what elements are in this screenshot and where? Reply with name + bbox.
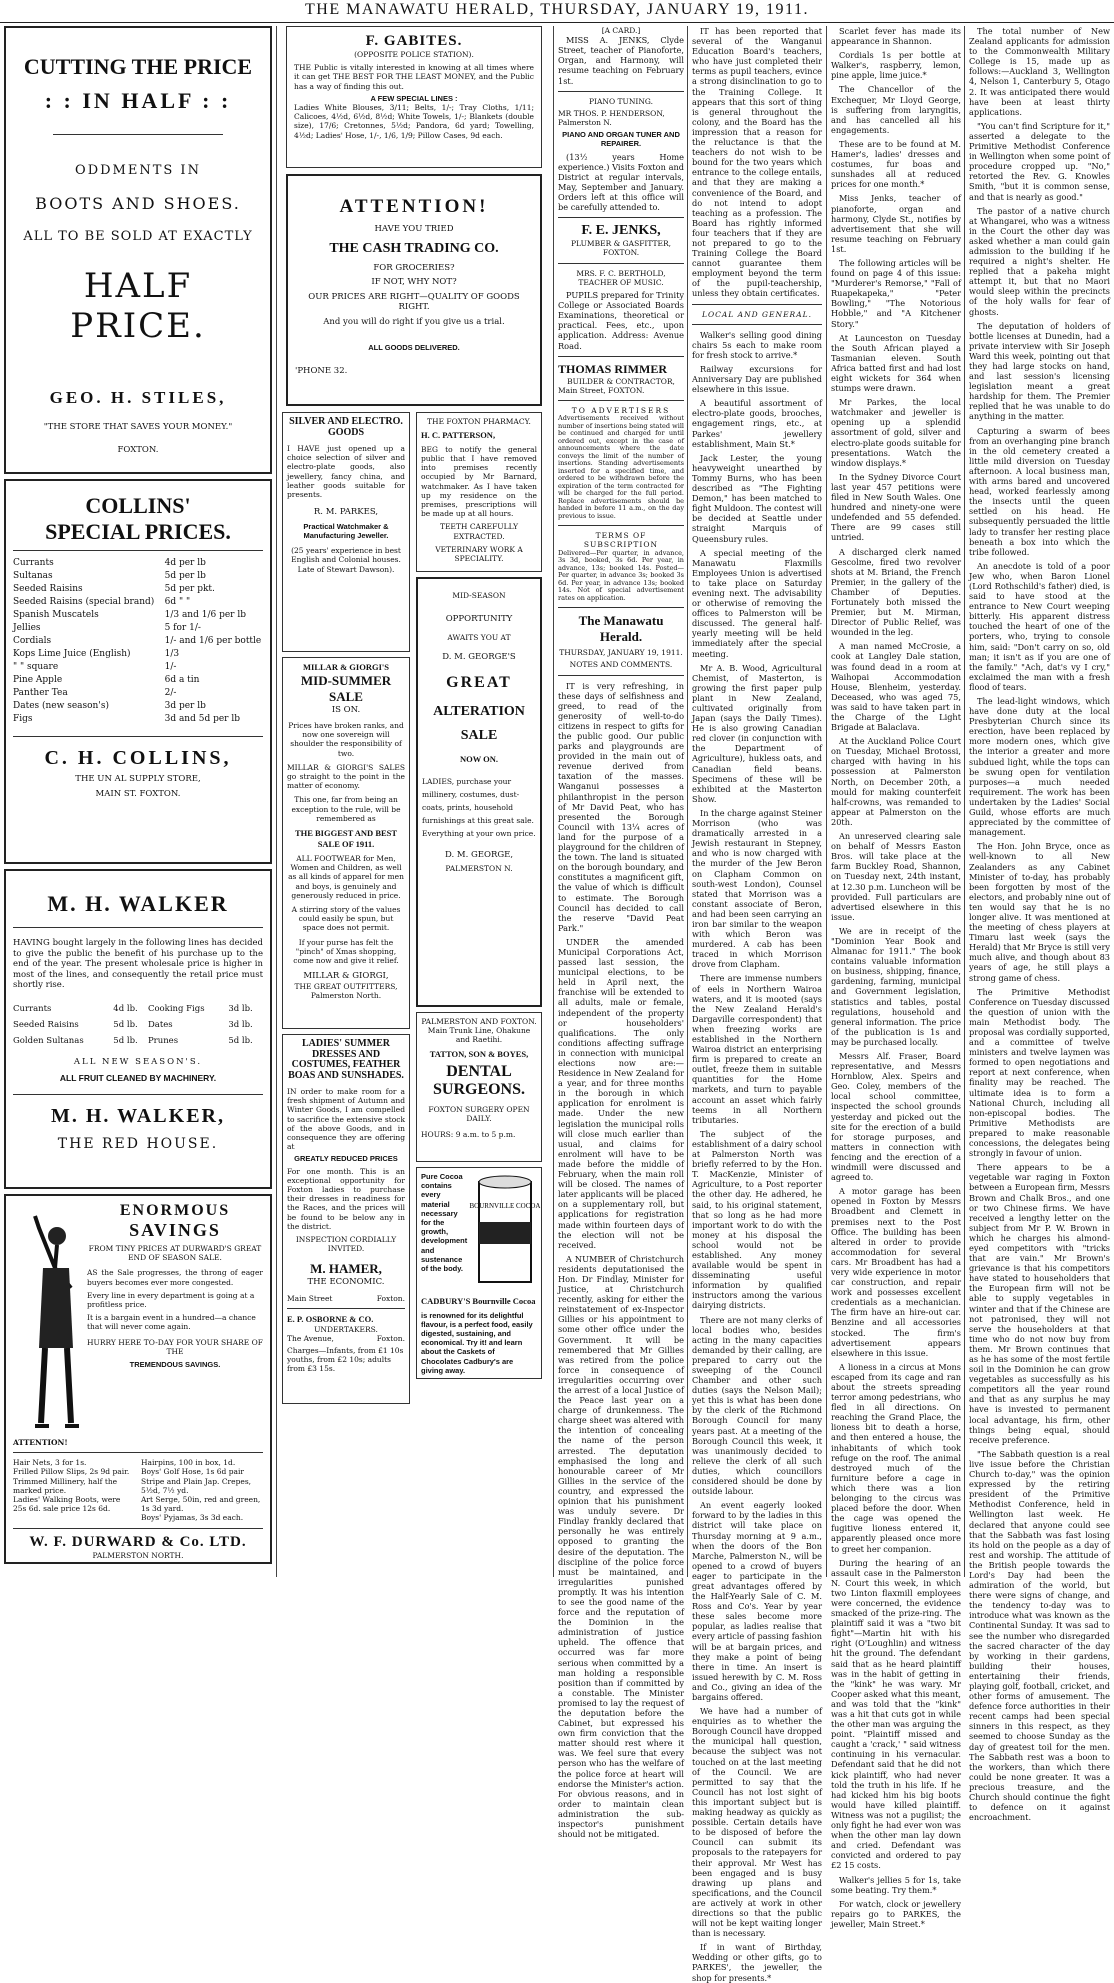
collins-price-table bbox=[13, 557, 263, 726]
walker-intro: HAVING bought largely in the following lines has decided to give the public the benefit of his purchase up to the end of the year. The present wholesale price is higher in most of the lines, and consequently the retail price must shortly rise. bbox=[13, 938, 263, 990]
collins-price: 1/3 bbox=[164, 649, 180, 659]
cash-groc: FOR GROCERIES? bbox=[373, 262, 455, 273]
column-2 bbox=[282, 26, 550, 1577]
walker-price: 5d lb. bbox=[113, 1019, 138, 1030]
millar-p6: If your purse has felt the "pinch" of Xmas shopping, come now and give it relief. bbox=[293, 937, 399, 966]
george-alt: ALTERATION bbox=[433, 704, 525, 720]
collins-item: " " square bbox=[13, 662, 59, 672]
herald-nameplate: The Manawatu Herald. bbox=[578, 613, 664, 645]
durward-sale-item: Hairpins, 100 in box, 1d. bbox=[141, 1458, 236, 1468]
cocoa-tin-label: BOURNVILLE COCOA bbox=[469, 1202, 541, 1210]
notes-p3: A NUMBER of Christchurch residents deputationised the Hon. Dr Findlay, Minister for Justice, at Christchurch recently, asking for either the reinstatement of ex-Inspector Gillies or his appointment to some other office under the Government. It will be remembered that Mr Gillies was retired from the police force in consequence of irregularities occurring over the arrest of a local Justice of the Peace last year on a charge of drunkenness. The charge sheet was altered with the intention of concealing the name of the person arrested. The deputation emphasised the long and honourable career of Mr Gillies in the service of the country, and expressed the opinion that his punishment was unduly severe. Dr Findlay frankly declared that personally he was entirely opposed to granting the desire of the deputation. The discipline of the police force must be maintained, and irregularities punished promptly. It was his intention to see the good name of the force and the reputation of the Dominion in the administration of justice upheld. The offence that occurred was far more serious when committed by a man holding a responsible position than if committed by a constable. The Minister promised to lay the request of the deputation before the Cabinet, but expressed his own firm conviction that the matter should rest where it was. We feel sure that every person who has the welfare of the police force at heart will endorse the Minister's action. For obvious reasons, and in order to maintain clean administration the sub-inspector's punishment should not be mitigated. bbox=[558, 1253, 684, 1840]
millar-p4: ALL FOOTWEAR for Men, Women and Children, as well as all kinds of apparel for men and boys, is genuinely and generously reduced in price. bbox=[288, 854, 404, 900]
col5-p14: We are in receipt of the "Dominion Year Book and Almanac for 1911." The book contains valuable information on business, shipping, finance, gardening, farming, municipal and Government legislation, statistics and tables, postal regulations, household and general information. The price of the publication is 1s and may be purchased locally. bbox=[831, 925, 961, 1047]
col5-p12: At the Auckland Police Court on Tuesday, Michael Brotossi, charged with having in his possession at Palmerston North, on December 20th, a mould for making counterfeit half-crowns, was remanded to appear at Palmerston on the 20th. bbox=[831, 736, 961, 827]
millar-town: Palmerston North. bbox=[310, 990, 382, 1000]
collins-item: Spanish Muscatels bbox=[13, 610, 99, 620]
collins-price: 4d per lb bbox=[164, 558, 206, 568]
millar-giorgi-advert bbox=[282, 657, 410, 1029]
collins-price: 6d " " bbox=[164, 597, 191, 607]
col4-p12: An event eagerly looked forward to by the ladies in this district will take place on Thursday morning at 9 a.m., when the doors of the Bon Marche, Palmerston N., will be opened to a crowd of buyers eager to participate in the great advantages offered by the Half-Yearly Sale of C. M. Ross and Co's. Year by year these sales become more popular, as ladies realise that every article of passing fashion will be at bargain prices, and they make a point of being there in time. An insert is issued herewith by C. M. Ross and Co., giving an idea of the bargains offered. bbox=[692, 1500, 822, 1703]
george-advert bbox=[416, 577, 542, 1007]
collins-item: Seeded Raisins (special brand) bbox=[13, 597, 155, 607]
millar-p2: MILLAR & GIORGI'S SALES go straight to the point in the matter of economy. bbox=[287, 762, 405, 791]
gabites-name: F. GABITES. bbox=[365, 33, 463, 49]
col4-p11: There are not many clerks of local bodies who, besides acting in the many capacities demanded by their calling, are prepared to carry out the sweeping of the Council Chamber and other such duties (says the Nelson Mail); yet this is what has been done by the clerk of the Richmond Borough Council for many years past. At a meeting of the Borough Council this week, it was unanimously decided to relieve the clerk of all such duties, which councillors considered should be done by outside labour. bbox=[692, 1314, 822, 1497]
henderson-trade: PIANO AND ORGAN TUNER AND REPAIRER. bbox=[562, 130, 680, 149]
stiles-line3: ODDMENTS IN bbox=[75, 163, 201, 178]
collins-price-row bbox=[13, 570, 263, 583]
durward-sub: FROM TINY PRICES AT DURWARD'S GREAT END OF SEASON SALE. bbox=[88, 1244, 262, 1263]
pharmacy-title: THE FOXTON PHARMACY. bbox=[427, 417, 531, 426]
walker-prices bbox=[13, 1001, 263, 1049]
col5-p17: A lioness in a circus at Mons escaped from its cage and ran about the streets spreading terror among pedestrians, who fled in all directions. On reaching the Grand Place, the lioness bit to death a horse, and then entered a house, the inhabitants of which took refuge on the roof. The animal destroyed much of the furniture before a cage in which there was a lion belonging to the circus was placed before the door. When the cage was opened the fugitive lioness entered it, apparently pleased once more to greet her companion. bbox=[831, 1361, 961, 1554]
george-sig: D. M. GEORGE, bbox=[444, 849, 514, 860]
durward-sale-item: Stripe and Plain Jap. Crepes, 5½d, 7½ yd. bbox=[141, 1476, 252, 1495]
col5-p16: A motor garage has been opened in Foxton by Messrs Broadbent and Clemett in premises next to the Post Office. The building has been altered in order to provide accommodation for several cars. Mr Broadbent has had a very wide experience in motor car construction, and repair work and possesses excellent credentials as a mechanician. The firm have an hire-out car. Benzine and all accessories stocked. The firm's advertisement appears elsewhere in this issue. bbox=[831, 1186, 961, 1358]
issue-date: THURSDAY, JANUARY 19, 1911. bbox=[559, 648, 683, 658]
jenks-text: MISS A. JENKS, Clyde Street, teacher of Pianoforte, Organ, and Harmony, will resume teaching on February 1st. bbox=[558, 35, 684, 86]
pharmacy-text: BEG to notify the general public that I have removed into premises recently occupied by Mr Barnard, watchmaker. As I have taken up my residence on the premises, prescriptions will be made up at all hours. bbox=[421, 444, 537, 519]
gabites-text: THE Public is vitally interested in knowing at all times where it can get THE BEST FOR THE LEAST MONEY, and the Public has a way of finding this out. bbox=[294, 63, 534, 91]
cocoa-p1: Pure Cocoa contains every material necessary for the growth, development and sustenance of the body. bbox=[421, 1172, 468, 1274]
dental-top: PALMERSTON AND FOXTON. bbox=[421, 1017, 537, 1026]
waving-man-illustration bbox=[17, 1208, 87, 1438]
durward-items-left bbox=[13, 1458, 135, 1522]
collins-price: 5d per lb bbox=[164, 571, 206, 581]
walker-item: Seeded Raisins bbox=[13, 1019, 79, 1030]
collins-street: MAIN ST. FOXTON. bbox=[95, 788, 181, 799]
collins-name: C. H. COLLINS, bbox=[44, 747, 232, 769]
hamer-town: Foxton. bbox=[376, 1293, 405, 1303]
column-3 bbox=[558, 26, 684, 1840]
col5-p8: Mr Parkes, the local watchmaker and jeweller is opening up a splendid assortment of gold, silver and electro-plate goods suitable for presentations. Watch the window displays.* bbox=[831, 397, 961, 468]
dental-addr: Main Trunk Line, Ohakune and Raetihi. bbox=[427, 1026, 531, 1045]
fjenks-name: F. E. JENKS, bbox=[581, 223, 661, 239]
collins-item: Panther Tea bbox=[13, 688, 68, 698]
dental-advert bbox=[416, 1012, 542, 1162]
col4-p10: The subject of the establishment of a dairy school at Palmerston North was briefly referred to by the Hon. T. MacKenzie, Minister of Agriculture, to a Post reporter the other day. He adhered, he said, to his original statement, that so long as he had more important work to do with the money at his disposal the school would not be established. Any money available would be spent in disseminating useful information by qualified instructors among the various dairying districts. bbox=[692, 1128, 822, 1311]
ladies-title: LADIES' SUMMER DRESSES AND COSTUMES, FEATHER BOAS AND SUNSHADES. bbox=[288, 1038, 404, 1081]
parkes-exp: (25 years' experience in best English and Colonial houses. Late of Stewart Dawson). bbox=[291, 546, 401, 574]
durward-sale-item: Ladies' Walking Boots, were 25s 6d. sale price 12s 6d. bbox=[13, 1495, 121, 1514]
rimmer-trade: BUILDER & CONTRACTOR, bbox=[567, 376, 675, 386]
col4-p9: There are immense numbers of eels in Northern Wairoa waters, and it is mooted (says the New Zealand Herald's Dargaville correspondent) that when freezing works are established in the Northern Wairoa district an enterprising firm is prepared to create an outlet, freeze them in suitable quantities for the Home markets, and turn to payable account an asset which fairly teems in all Northern tributaries. bbox=[692, 973, 822, 1125]
collins-price: 6d a tin bbox=[164, 675, 200, 685]
col6-p9: The Primitive Methodist Conference on Tuesday discussed the question of union with the main Methodist body. The proposal was cordially supported, and a committee of twelve ministers and twelve laymen was formed to open negotiations and report at next conference, when finality may be reached. The ultimate idea is to form a National Church, including all non-episcopal bodies. The Primitive Methodists are prepared to make reasonable concessions, the delegates being strongly in favour of union. bbox=[969, 986, 1110, 1159]
cash-tried: HAVE YOU TRIED bbox=[374, 224, 454, 234]
col4-p6: A special meeting of the Manawatu Flaxmills Employees Union is advertised to take place on Saturday evening next. The advisability or otherwise of removing the offices to Palmerston will be discussed. The general half-yearly meeting will be held immediately after the special meeting. bbox=[692, 547, 822, 659]
notes-p1: IT is very refreshing, in these days of selfishness and greed, to read of the generosity of well-to-do citizens in respect to gifts for the public good. Our public parks and playgrounds are provided in the main out of revenue derived from taxation of the masses. Wanganui possesses a philanthropist in the person of Mr David Peat, who has presented the Borough Council with 13¼ acres of land for the purpose of a playground for the children of the town. The land is situated on the borough boundary, and constitutes a magnificent gift, the value of which is difficult to estimate. The Borough Council has decided to call the reserve "David Peat Park." bbox=[558, 680, 684, 933]
durward-sale-item: Boys' Pyjamas, 3s 3d each. bbox=[141, 1513, 244, 1523]
durward-title1: ENORMOUS bbox=[119, 1202, 231, 1219]
walker-item: Currants bbox=[13, 1003, 52, 1014]
col5-p20: For watch, clock or jewellery repairs go to PARKES, the jeweller, Main Street.* bbox=[831, 1898, 961, 1929]
fjenks-trade: PLUMBER & GASFITTER, bbox=[570, 239, 672, 249]
collins-price-row bbox=[13, 687, 263, 700]
walker-price-row bbox=[13, 1017, 263, 1033]
berthold-name: MRS. F. C. BERTHOLD, bbox=[576, 268, 666, 278]
col5-p11: A man named McCrosie, a cook at Langley Dale station, was found dead in a room at Waihopai Accommodation House, Blenheim, yesterday. Deceased, who was aged 75, was said to have taken part in the Charge of the Light Brigade at Balaclava. bbox=[831, 641, 961, 733]
collins-price-row bbox=[13, 661, 263, 674]
cash-name: THE CASH TRADING CO. bbox=[329, 240, 499, 256]
collins-price: 3d per lb bbox=[164, 701, 206, 711]
george-text: LADIES, purchase your millinery, costumes, dust-coats, prints, household furnishings at this great sale. Everything at your own price. bbox=[422, 776, 536, 838]
collins-price: 5 for 1/- bbox=[164, 623, 201, 633]
gabites-special: A FEW SPECIAL LINES : bbox=[370, 93, 458, 103]
dental-title: DENTAL SURGEONS. bbox=[432, 1063, 526, 1099]
walker-item: Golden Sultanas bbox=[13, 1035, 84, 1046]
millar-sale: MID-SUMMER SALE bbox=[300, 672, 392, 704]
millar-p5: A stirring story of the values could easily be spun, but space does not permit. bbox=[291, 905, 401, 933]
collins-item: Jellies bbox=[13, 623, 41, 633]
col4-p13: We have had a number of enquiries as to whether the Borough Council have dropped the municipal hall question, because the subject was not touched on at the last meeting of the Council. We are permitted to say that the Council has not lost sight of this important subject but is making headway as quickly as possible. Certain details have to be disposed of before the Council can submit its proposals to the ratepayers for their approval. Mr West has been engaged and is busy drawing up plans and specifications, and the Council are actively at work in other directions so that the public will not be kept waiting longer than is necessary. bbox=[692, 1706, 822, 1939]
pharmacy-advert bbox=[416, 412, 542, 572]
collins-item: Sultanas bbox=[13, 571, 53, 581]
collins-price: 1/- bbox=[164, 662, 177, 672]
pharmacy-teeth: TEETH CAREFULLY EXTRACTED. bbox=[439, 522, 519, 541]
col5-p4: These are to be found at M. Hamer's, ladies' dresses and costumes, fur boas and sunshades all at reduced prices for one month.* bbox=[831, 138, 961, 190]
walker-item: Prunes bbox=[147, 1035, 179, 1046]
walker-price: 5d lb. bbox=[228, 1035, 253, 1046]
collins-item: Dates (new season's) bbox=[13, 701, 109, 711]
col4-p8: In the charge against Steiner Morrison (who was dramatically arrested in a Jewish restaurant in Stepney, and who is now charged with the murder of the Jew Beron on Clapham Common on south-west London), Counsel stated that Morrison was a constant associate of Beron, and had been seen carrying an iron bar similar to the weapon with which Beron was murdered. A cab has been traced in which Morrison drove from Clapham. bbox=[692, 807, 822, 970]
stiles-line5: ALL TO BE SOLD AT EXACTLY bbox=[23, 229, 253, 244]
collins-price-row bbox=[13, 648, 263, 661]
hamer-advert bbox=[282, 1034, 410, 1404]
local-general-heading: LOCAL AND GENERAL. bbox=[702, 309, 812, 319]
walker-name: M. H. WALKER bbox=[47, 891, 229, 916]
col5-p3: The Chancellor of the Exchequer, Mr Lloyd George, is suffering from laryngitis, and has cancelled all his engagements. bbox=[831, 84, 961, 135]
durward-sale-item: Hair Nets, 3 for 1s. bbox=[13, 1458, 87, 1468]
millar-ison: IS ON. bbox=[331, 704, 361, 715]
stiles-advert bbox=[4, 26, 272, 474]
col5-p1: Scarlet fever has made its appearance in Shannon. bbox=[831, 26, 961, 47]
subscription-text: Delivered—Per quarter, in advance, 3s 3d, booked, 3s 6d. Per year, in advance, 13s; booked 14s. Posted—Per quarter, in advance 3s; booked 3s 6d. Per year, in advance 13s; booked 14s. Not of special advertisement rates on application. bbox=[558, 548, 684, 602]
collins-price: 1/- and 1/6 per bottle bbox=[164, 636, 262, 646]
stiles-line1: CUTTING THE PRICE bbox=[23, 54, 253, 79]
collins-title2: SPECIAL PRICES. bbox=[45, 519, 231, 544]
durward-town: PALMERSTON NORTH. bbox=[92, 1550, 184, 1560]
george-town: PALMERSTON N. bbox=[445, 864, 513, 874]
column-1 bbox=[4, 26, 272, 1577]
col4-p3: Railway excursions for Anniversary Day are published elsewhere in this issue. bbox=[692, 364, 822, 395]
col5-p2: Cordials 1s per bottle at Walker's, raspberry, lemon, pine apple, lime juice.* bbox=[831, 50, 961, 81]
notes-heading: NOTES AND COMMENTS. bbox=[569, 660, 673, 670]
hamer-econ: THE ECONOMIC. bbox=[307, 1277, 385, 1288]
henderson-name: MR THOS. P. HENDERSON, Palmerston N. bbox=[558, 108, 665, 128]
millar-p1: Prices have broken ranks, and now one sovereign will shoulder the responsibility of two. bbox=[288, 721, 404, 758]
george-name: D. M. GEORGE'S bbox=[442, 651, 516, 662]
osborne-addr: The Avenue, bbox=[287, 1333, 334, 1343]
walker-cleaned: ALL FRUIT CLEANED BY MACHINERY. bbox=[59, 1073, 217, 1083]
col6-p3: The pastor of a native church at Whangarei, who was a witness in the Court the other day was asked whether a man could gain admission to the building if he required a night's shelter. He replied that a pakeha might attempt it, but that no Maori would sleep within the precincts of the holy walls for fear of ghosts. bbox=[969, 205, 1110, 317]
col6-p5: Capturing a swarm of bees from an overhanging pine branch in the old cemetery created a little mild diversion on Tuesday afternoon. A local business man, with arms bared and uncovered head, worked fearlessly among the insects until the queen settled on his head. He subsequently persuaded the little lady to transfer her resting place beneath a box into which the tribe followed. bbox=[969, 425, 1110, 557]
george-great: GREAT bbox=[446, 674, 512, 692]
cash-trial: And you will do right if you give us a trial. bbox=[323, 316, 505, 327]
advertisers-title: TO ADVERTISERS bbox=[571, 406, 671, 416]
hamer-name: M. HAMER, bbox=[310, 1261, 382, 1277]
walker-name2: M. H. WALKER, bbox=[51, 1104, 225, 1127]
durward-sale-item: Art Serge, 50in, red and green, 1s 3d yard. bbox=[141, 1495, 261, 1514]
durward-p1: AS the Sale progresses, the throng of eager buyers becomes ever more congested. bbox=[87, 1268, 263, 1287]
stiles-name: GEO. H. STILES, bbox=[49, 388, 227, 407]
gabites-advert bbox=[286, 26, 542, 168]
col5-p15: Messrs Alf. Fraser, Board representative, and Messrs Hornblow, Alex. Speirs and Geo. Coley, members of the local school committee, inspected the school grounds yesterday and picked out the site for the erection of a build for storage purposes, and matters in connection with fencing and the erection of a windmill were discussed and agreed to. bbox=[831, 1051, 961, 1183]
col6-p4: The deputation of holders of bottle licenses at Dunedin, had a private interview with Sir Joseph Ward this week, pointing out that they had large stocks on hand, and last session's licensing legislation meant a great hardship for them. The Premier replied that he was unable to do anything in the matter. bbox=[969, 320, 1110, 422]
collins-item: Figs bbox=[13, 714, 33, 724]
ladies-text: IN order to make room for a fresh shipment of Autumn and Winter Goods, I am compelled to sacrifice the extensive stock of the above Goods, and in consequence they are offering at bbox=[287, 1087, 405, 1152]
walker-price: 3d lb. bbox=[228, 1003, 253, 1014]
collins-title1: COLLINS' bbox=[85, 493, 191, 518]
durward-p2: Every line in every department is going at a profitless price. bbox=[87, 1290, 255, 1310]
collins-price-row bbox=[13, 557, 263, 570]
gabites-lines: Ladies White Blouses, 3/11; Belts, 1/-; Tray Cloths, 1/11; Calicoes, 4½d, 6½d, 8½d; White Towels, 1/-; Blankets (double size), 17/6; Cretonnes, 5½d; Pandora, 6d yard; Towelling, 4½d; Ladies' Hose, 1/-, 1/6, 1/9; Pillow Cases, 9d each. bbox=[294, 103, 534, 140]
durward-title2: SAVINGS bbox=[129, 1220, 221, 1240]
durward-p3: It is a bargain event in a hundred—a chance that will never come again. bbox=[87, 1313, 256, 1332]
collins-price: 2/- bbox=[164, 688, 177, 698]
collins-price: 5d per pkt. bbox=[164, 584, 215, 594]
durward-p4: HURRY HERE TO-DAY FOR YOUR SHARE OF THE bbox=[87, 1337, 263, 1356]
collins-item: Kops Lime Juice (English) bbox=[13, 649, 131, 659]
col5-p18: During the hearing of an assault case in the Palmerston N. Court this week, in which two Linton flaxmill employees were concerned, the evidence smacked of the prize-ring. The plaintiff said it was a "two bit fight"—Martin hit with his right (O'Loughlin) and witness hit the ground. The defendant said that as he heard plaintiff was in the habit of getting in the "kink" he was wary. Mr Cooper asked what this meant, and was told that the "kink" was a hit that cuts got in while the other man was arguing the point. "Plaintiff missed and caught a 'crack,' " said witness continuing in his vernacular. Defendant said that he did not kick plaintiff, who had never told the truth in his life. If he had kicked him his big boots would have killed plaintiff. Witness was not a pugilist; the only fight he had ever won was when the other man lay down and cried. Defendant was convicted and ordered to pay £2 15 costs. bbox=[831, 1557, 961, 1871]
col5-p7: At Launceston on Tuesday the South African played a Tasmanian eleven. South Africa batted first and had lost eight wickets for 364 when stumps were drawn. bbox=[831, 332, 961, 394]
stiles-line6: HALF PRICE. bbox=[70, 266, 206, 346]
durward-attention: ATTENTION! bbox=[13, 1438, 68, 1447]
durward-p5: TREMENDOUS SAVINGS. bbox=[129, 1360, 221, 1370]
parkes-name: R. M. PARKES, bbox=[313, 507, 379, 518]
parkes-advert bbox=[282, 412, 410, 652]
col5-p6: The following articles will be found on page 4 of this issue: "Murderer's Remorse," "Fall of Ruapekapeka," "Peter Bowling," "The Notorious Hobble," and "A Kitchener Story." bbox=[831, 257, 961, 329]
collins-price-row bbox=[13, 713, 263, 726]
collins-price: 3d and 5d per lb bbox=[164, 714, 240, 724]
col6-p2: "You can't find Scripture for it," asserted a delegate to the Primitive Methodist Conference in Wellington when some point of procedure cropped up. "No," retorted the Rev. G. Knowles Smith, "but it is common sense, and that is nearly as good." bbox=[969, 120, 1110, 202]
cocoa-tin-illustration bbox=[469, 1172, 541, 1292]
osborne-name: E. P. OSBORNE & CO. bbox=[287, 1314, 374, 1325]
collins-advert bbox=[4, 479, 272, 864]
parkes-title: SILVER AND ELECTRO. GOODS bbox=[289, 416, 403, 438]
cash-att: ATTENTION! bbox=[339, 196, 489, 217]
column-5 bbox=[831, 26, 961, 1929]
millar-outfit: THE GREAT OUTFITTERS, bbox=[294, 981, 398, 991]
col4-p7: Mr A. B. Wood, Agricultural Chemist, of Masterton, is growing the first paper pulp plant in New Zealand, cultivated originally from Japan (says the Daily Times). He is also growing Canadian red clover (in conjunction with the Department of Agriculture), hukless oats, and Canadian field beans. Specimens of these will be exhibited at the Masterton Show. bbox=[692, 662, 822, 804]
column-6 bbox=[969, 26, 1110, 1823]
cash-deliv: ALL GOODS DELIVERED. bbox=[368, 343, 460, 352]
card-label: [A CARD.] bbox=[601, 26, 641, 35]
stiles-town: FOXTON. bbox=[117, 444, 159, 455]
parkes-trade: Practical Watchmaker & Manufacturing Jeweller. bbox=[303, 521, 389, 540]
col6-p10: There appears to be a vegetable war raging in Foxton between a European firm, Messrs Brown and Chalk Bros., and one or two Chinese firms. We have received a lengthy letter on the subject from Mr P. W. Brown in which he charges his almond-eyed competitors with "tricks that are vain." Mr Brown's grievance is that his competitors have stated to householders that the European firm will not be able to supply vegetables in winter and that if the Chinese are not patronised, they will not serve the householders at that time who do not now buy from them. Mr Brown continues that as he has some of the most fertile soil in the Dominion he can grow vegetables as successfully as his competitors all the year round and that as any surplus he may have is invested to permanent local advantage, his firm, other things being equal, should receive preference. bbox=[969, 1162, 1110, 1445]
rimmer-name: THOMAS RIMMER bbox=[558, 361, 667, 376]
cash-phone: 'PHONE 32. bbox=[295, 366, 348, 377]
hamer-street: Main Street bbox=[287, 1293, 333, 1303]
collins-price: 1/3 and 1/6 per lb bbox=[164, 610, 246, 620]
osborne-town: Foxton. bbox=[376, 1333, 405, 1343]
walker-house: THE RED HOUSE. bbox=[57, 1135, 219, 1152]
col5-p5: Miss Jenks, teacher of pianoforte, organ and harmony, Clyde St., notifies by advertisement that she will resume teaching on February 1st. bbox=[831, 193, 961, 254]
millar-firm: MILLAR & GIORGI, bbox=[303, 971, 389, 982]
cash-right: OUR PRICES ARE RIGHT—QUALITY OF GOODS RIGHT. bbox=[308, 291, 520, 312]
durward-sale-item: Trimmed Millinery, half the marked price. bbox=[13, 1476, 118, 1495]
masthead: THE MANAWATU HERALD, THURSDAY, JANUARY 19, 1911. bbox=[0, 0, 1114, 23]
rimmer-addr: Main Street, FOXTON. bbox=[558, 385, 645, 395]
fjenks-town: FOXTON. bbox=[602, 248, 640, 258]
stiles-slogan: "THE STORE THAT SAVES YOUR MONEY." bbox=[43, 422, 233, 432]
walker-price-row bbox=[13, 1033, 263, 1049]
durward-advert bbox=[4, 1194, 272, 1564]
column-4 bbox=[692, 26, 822, 1983]
walker-item: Dates bbox=[147, 1019, 173, 1030]
advertisers-text: Advertisements received without number of insertions being stated will be continued and charged for until ordered out, except in the case of announcements where the date conveys the limit of the number of insertions. Standing advertisements inserted for a specified time, and ordered to be withdrawn before the expiration of the term contracted for will be charged for the full period. Replace advertisements should be handed in before 11 a.m., on the day previous to issue. bbox=[558, 414, 684, 520]
pharmacy-vet: VETERINARY WORK A SPECIALITY. bbox=[435, 544, 523, 563]
col4-p1: IT has been reported that several of the Wanganui Education Board's teachers, who have just completed their terms as pupil teachers, evince a strong disinclination to go to the Training College. It appears that this sort of thing is general throughout the colony, and the Board has the impression that a reason for the reluctance is that the teachers do not wish to be bound for the two years which entrance to the college entails, and that they are making a convenience of the Board, and do not intend to adopt teaching as a profession. The Board has rightly informed four teachers that if they are not prepared to go to the Training College the Board cannot guarantee them employment beyond the term of the pupil-teachership, unless they obtain certificates. bbox=[692, 26, 822, 299]
walker-price: 5d lb. bbox=[113, 1035, 138, 1046]
berthold-trade: TEACHER OF MUSIC. bbox=[578, 277, 664, 287]
george-awaits: AWAITS YOU AT bbox=[447, 632, 511, 642]
collins-price-row bbox=[13, 674, 263, 687]
collins-price-row bbox=[13, 700, 263, 713]
col4-p5: Jack Lester, the young heavyweight unearthed by Tommy Burns, who has been described as "The Fighting Demon," has been matched to fight Muldoon. The contest will be decided at Seattle under straight Marquis of Queensbury rules. bbox=[692, 452, 822, 544]
durward-items-right bbox=[141, 1458, 263, 1522]
tuning-title: PIANO TUNING. bbox=[588, 96, 654, 106]
collins-store: THE UN AL SUPPLY STORE, bbox=[75, 774, 201, 784]
collins-price-row bbox=[13, 583, 263, 596]
col4-p2: Walker's selling good dining chairs 5s each to make room for fresh stock to arrive.* bbox=[692, 329, 822, 360]
berthold-text: PUPILS prepared for Trinity College or Associated Boards Examinations, theoretical or practical. Fees, etc., upon application. Address: Avenue Road. bbox=[558, 290, 684, 351]
george-now: NOW ON. bbox=[459, 754, 499, 765]
col5-p19: Walker's jellies 5 for 1s, take some beating. Try them.* bbox=[831, 1874, 961, 1895]
notes-p2: UNDER the amended Municipal Corporations Act, passed last session, the municipal elections, to be held in April next, the franchise will be extended to all adults, male or female, independent of the property or householders' qualifications. The only conditions affecting suffrage in connection with municipal elections now are:—Residence in New Zealand for a year, and for three months in the borough in which application for enrolment is made. Under the new legislation the municipal rolls will close much earlier than usual, and claims for enrolment will have to be made before the middle of February, when the main roll will be closed. The names of later applicants will be placed on a supplementary roll, but applications for registration made within fourteen days of the election will not be received. bbox=[558, 936, 684, 1250]
stiles-line2: : : IN HALF : : bbox=[44, 88, 232, 113]
stiles-line4: BOOTS AND SHOES. bbox=[35, 194, 241, 213]
col6-p1: The total number of New Zealand applicants for admission to the Commonwealth Military College is 15, made up as follows:—Auckland 3, Wellington 4, Nelson 1, Canterbury 5, Otago 2. It was anticipated there would have been at least thirty applications. bbox=[969, 26, 1110, 117]
col6-p7: The lead-light windows, which have done duty at the local Presbyterian Church since its erection, have been replaced by more modern ones, which give the interior a greater and more subdued light, while the tops can be swung open for ventilation purposes—a much needed requirement. The work has been undertaken by the Ladies' Social Guild, whose efforts are much appreciated by the committee of management. bbox=[969, 696, 1110, 838]
millar-title: MILLAR & GIORGI'S bbox=[303, 662, 389, 672]
parkes-text: I HAVE just opened up a choice selection of silver and electro-plate goods, also jewellery, fancy china, and leather goods suitable for presents. bbox=[287, 444, 405, 500]
ladies-text2: For one month. This is an exceptional opportunity for Foxton ladies to purchase their dresses in readiness for the Races, and the prices will be found to be below any in the district. bbox=[287, 1166, 405, 1231]
pharmacy-name: H. C. PATTERSON, bbox=[421, 430, 496, 441]
dental-hours: HOURS: 9 a.m. to 5 p.m. bbox=[421, 1129, 516, 1139]
osborne-trade: UNDERTAKERS. bbox=[314, 1324, 378, 1334]
cocoa-advert bbox=[416, 1167, 542, 1379]
henderson-text: (13½ years Home experience.) Visits Foxton and District at regular intervals, May, September and January. Orders left at this office will be carefully attended to. bbox=[558, 151, 684, 213]
collins-item: Currants bbox=[13, 558, 54, 568]
cash-ifnot: IF NOT, WHY NOT? bbox=[371, 277, 457, 287]
walker-item: Cooking Figs bbox=[147, 1003, 205, 1014]
col4-p4: A beautiful assortment of electro-plate goods, brooches, engagement rings, etc., at Parkes' jewellery establishment, Main St.* bbox=[692, 398, 822, 449]
durward-sale-item: Frilled Pillow Slips, 2s 9d pair. bbox=[13, 1467, 130, 1477]
osborne-charges: Charges—Infants, from £1 10s youths, from £2 10s; adults from £3 15s. bbox=[287, 1346, 404, 1374]
collins-price-row bbox=[13, 596, 263, 609]
walker-advert bbox=[4, 869, 272, 1189]
collins-price-row bbox=[13, 609, 263, 622]
subscription-title: TERMS OF SUBSCRIPTION bbox=[583, 531, 659, 550]
durward-sale-item: Boys' Golf Hose, 1s 6d pair bbox=[141, 1467, 244, 1477]
col6-p8: The Hon. John Bryce, once as well-known to all New Zealanders as any Cabinet Minister of to-day, has probably been forgotten by most of the electors, and probably nine out of ten would say that he is no longer alive. It was mentioned at the meeting of chess players at Timaru last week (says the Herald) that Mr Bryce is still very much alive, and though about 83 years of age, he still plays a strong game of chess. bbox=[969, 841, 1110, 983]
george-sale: SALE bbox=[460, 728, 498, 744]
walker-price: 4d lb. bbox=[113, 1003, 138, 1014]
collins-item: Pine Apple bbox=[13, 675, 63, 685]
ladies-greatly: GREATLY REDUCED PRICES bbox=[294, 1154, 398, 1164]
gabites-loc: (OPPOSITE POLICE STATION). bbox=[354, 50, 474, 59]
collins-price-row bbox=[13, 635, 263, 648]
george-opp: OPPORTUNITY bbox=[445, 614, 513, 625]
walker-price: 3d lb. bbox=[228, 1019, 253, 1030]
collins-item: Cordials bbox=[13, 636, 52, 646]
dental-firm: TATTON, SON & BOYES, bbox=[429, 1048, 529, 1059]
cocoa-brand: CADBURY'S Bournville Cocoa bbox=[421, 1296, 536, 1306]
col5-p10: A discharged clerk named Gescolme, fired two revolver shots at M. Briand, the French Premier, in the gallery of the Chamber of Deputies. Fortunately both missed the Premier, but M. Mirman, Director of Public Relief, was wounded in the leg. bbox=[831, 546, 961, 638]
collins-price-row bbox=[13, 622, 263, 635]
millar-biggest: THE BIGGEST AND BEST SALE OF 1911. bbox=[294, 828, 398, 849]
cocoa-p2: is renowned for its delightful flavour, is a perfect food, easily digested, sustaining, and economical. Try it! and learn about the Caskets of Chocolates Cadbury's are giving away. bbox=[421, 1310, 533, 1375]
col6-p11: "The Sabbath question is a real live issue before the Christian Church to-day," was the opinion expressed by the retiring president of the Primitive Methodist Conference, held in Wellington last week. He declared that anyone could see that the Sabbath was fast losing its hold on the people as a day of rest and worship. The attitude of the British people towards the Lord's Day had been the admiration of the world, but there were signs of change, and the tendency to-day was to introduce what was known as the Continental Sunday. It was sad to see the number who disregarded the sacred character of the day by working in their gardens, building their houses, entertaining their friends, playing golf, football, cricket, and other forms of amusement. The defence force authorities in their recent camps had been special sinners in this respect, as they seemed to choose Sunday as the day of greatest toil for the men. The Sabbath rest was a boon to the workers, than which there could be none greater. It was a precious treasure, and the Church should continue the fight to defence on it against encroachment. bbox=[969, 1448, 1110, 1823]
dental-surgery: FOXTON SURGERY OPEN DAILY. bbox=[428, 1105, 530, 1124]
col6-p6: An anecdote is told of a poor Jew who, when Baron Lionel (Lord Rothschild's father) died, is said to have stood at the entrance to New Court weeping bitterly. His apparent distress touched the heart of one of the porters, who, trying to console him, said: "Don't carry on so, old man; it isn't as if you are one of the family." "Ach, dat's vy I cry," exclaimed the man with a fresh flood of tears. bbox=[969, 560, 1110, 692]
col4-p14: If in want of Birthday, Wedding or other gifts, go to PARKES', the jeweller, the shop for presents.* bbox=[692, 1942, 822, 1983]
cash-trading-advert bbox=[286, 174, 542, 406]
col5-p9: In the Sydney Divorce Court last year 457 petitions were filed in New South Wales. One hundred and ninety-one were undefended and 55 defended. There are 99 cases still untried. bbox=[831, 471, 961, 543]
ladies-insp: INSPECTION CORDIALLY INVITED. bbox=[295, 1235, 397, 1254]
collins-item: Seeded Raisins bbox=[13, 584, 83, 594]
walker-price-row bbox=[13, 1001, 263, 1017]
millar-p3: This one, far from being an exception to the rule, will be remembered as bbox=[291, 795, 401, 823]
durward-firm: W. F. DURWARD & Co. LTD. bbox=[29, 1533, 247, 1550]
george-mid: MID-SEASON bbox=[452, 591, 506, 600]
col5-p13: An unreserved clearing sale on behalf of Messrs Easton Bros. will take place at the farm Buckley Road, Shannon, on Tuesday next, 24th instant, at 12.30 p.m. Luncheon will be provided. Full particulars are advertised elsewhere in this issue. bbox=[831, 831, 961, 922]
walker-season: ALL NEW SEASON'S. bbox=[73, 1056, 203, 1067]
